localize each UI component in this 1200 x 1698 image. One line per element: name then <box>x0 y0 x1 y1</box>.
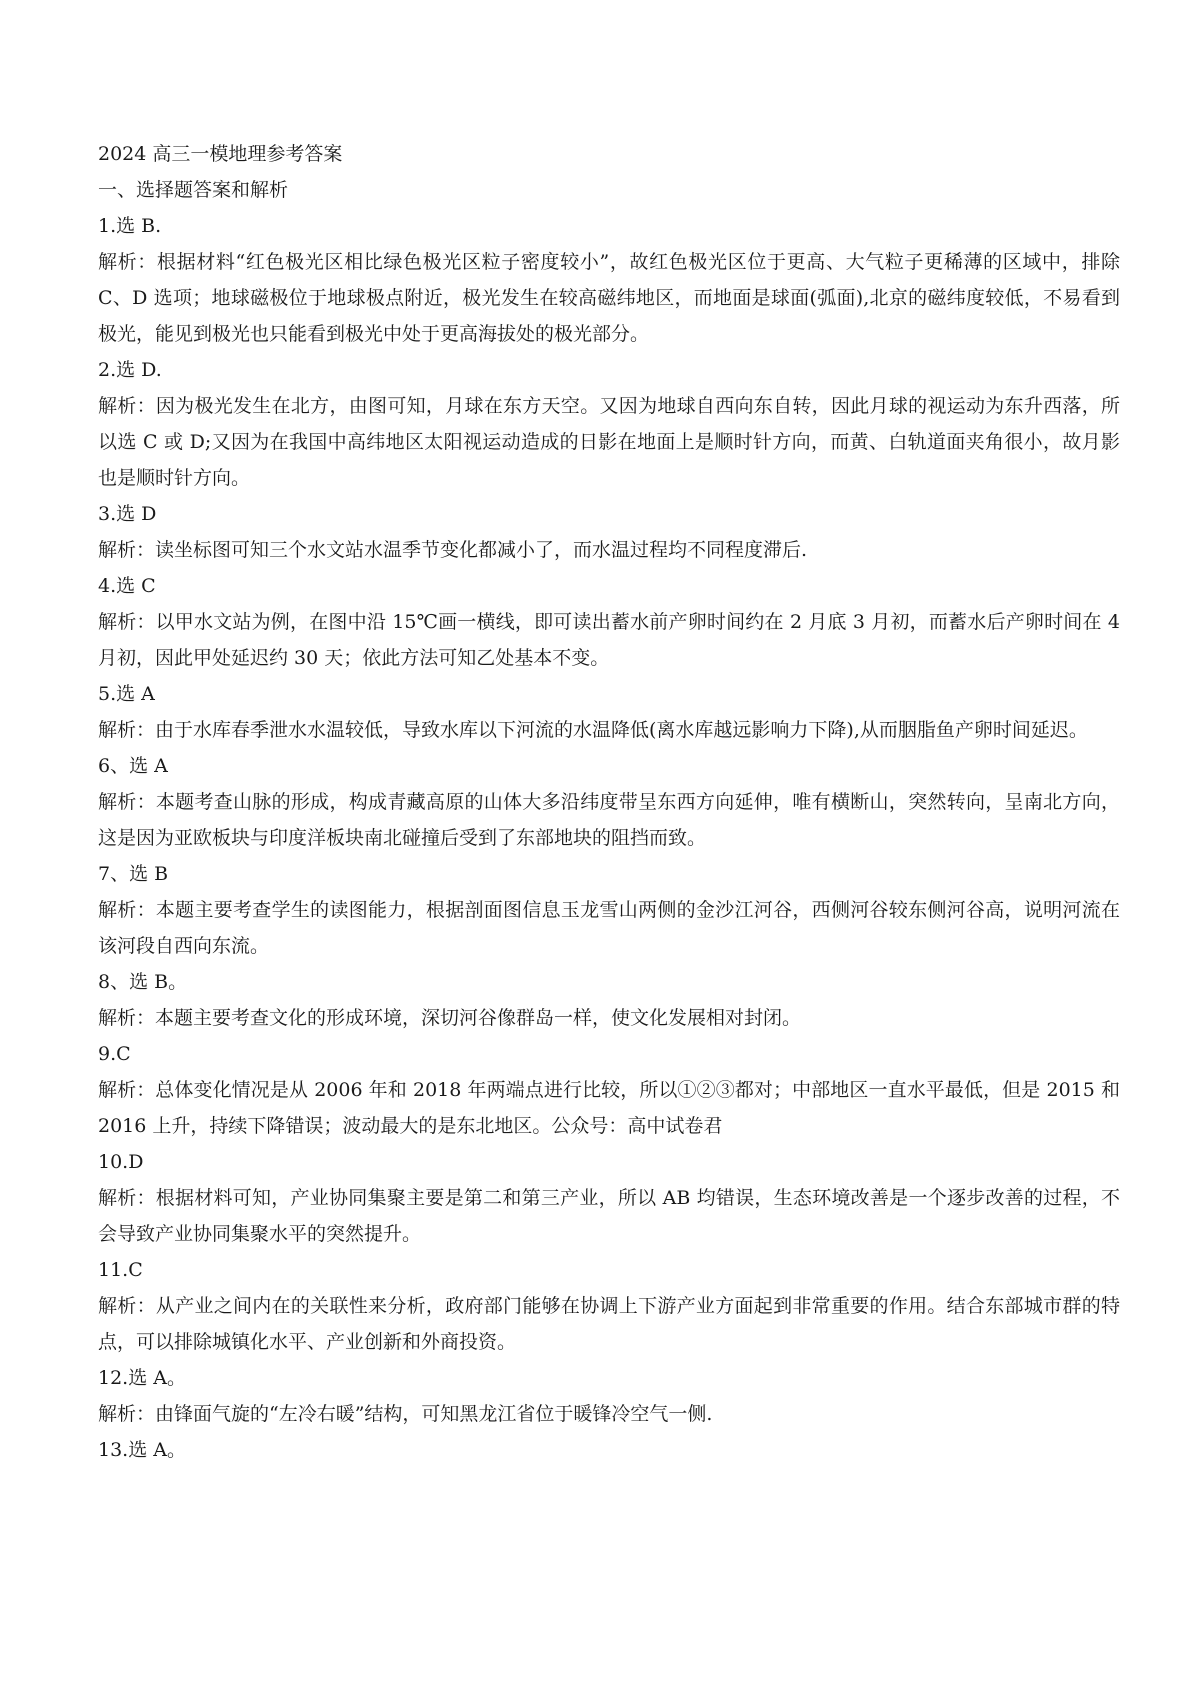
answer-label: 1.选 B. <box>98 215 162 237</box>
answer-label: 3.选 D <box>98 503 157 525</box>
section-heading: 一、选择题答案和解析 <box>98 179 289 201</box>
document-body <box>98 136 1127 1468</box>
answer-label: 5.选 A <box>98 683 155 705</box>
analysis-text: 解析：本题主要考查学生的读图能力，根据剖面图信息玉龙雪山两侧的金沙江河谷，西侧河谷较东侧河谷高，说明河流在该河段自西向东流。 <box>98 899 1120 957</box>
answer-item-9 <box>98 1036 1127 1144</box>
analysis-text: 解析：本题主要考查文化的形成环境，深切河谷像群岛一样，使文化发展相对封闭。 <box>98 1007 802 1029</box>
analysis-text: 解析：因为极光发生在北方，由图可知，月球在东方天空。又因为地球自西向东自转，因此月球的视运动为东升西落，所以选 C 或 D;又因为在我国中高纬地区太阳视运动造成的日影在地面上是顺时针方向，而黄、白轨道面夹角很小，故月影也是顺时针方向。 <box>98 395 1120 489</box>
answer-item-10 <box>98 1144 1120 1252</box>
answer-item-12 <box>98 1360 1120 1432</box>
analysis-text: 解析：读坐标图可知三个水文站水温季节变化都减小了，而水温过程均不同程度滞后. <box>98 539 808 561</box>
analysis-text: 解析：总体变化情况是从 2006 年和 2018 年两端点进行比较，所以①②③都对；中部地区一直水平最低，但是 2015 和 2016 上升，持续下降错误；波动最大的是东北地区。公众号：高中试卷君 <box>98 1079 1127 1137</box>
answer-item-7 <box>98 856 1120 964</box>
answer-item-6 <box>98 748 1120 856</box>
answer-label: 12.选 A。 <box>98 1367 186 1389</box>
answer-label: 8、选 B。 <box>98 971 188 993</box>
answer-label: 9.C <box>98 1043 131 1065</box>
answer-item-1 <box>98 208 1127 352</box>
answer-item-4 <box>98 568 1127 676</box>
answer-label: 13.选 A。 <box>98 1439 186 1461</box>
answer-item-2 <box>98 352 1120 496</box>
answer-item-8 <box>98 964 1120 1036</box>
answer-item-3 <box>98 496 1120 568</box>
answer-item-11 <box>98 1252 1120 1360</box>
analysis-text: 解析：由于水库春季泄水水温较低，导致水库以下河流的水温降低(离水库越远影响力下降),从而胭脂鱼产卵时间延迟。 <box>98 719 1088 741</box>
answer-label: 11.C <box>98 1259 143 1281</box>
answer-label: 4.选 C <box>98 575 156 597</box>
analysis-text: 解析：根据材料“红色极光区相比绿色极光区粒子密度较小”，故红色极光区位于更高、大气粒子更稀薄的区域中，排除 C、D 选项；地球磁极位于地球极点附近，极光发生在较高磁纬地区，而地面是球面(弧面),北京的磁纬度较低，不易看到极光，能见到极光也只能看到极光中处于更高海拔处的极光部分。 <box>98 251 1127 345</box>
answer-label: 6、选 A <box>98 755 168 777</box>
analysis-text: 解析：本题考查山脉的形成，构成青藏高原的山体大多沿纬度带呈东西方向延伸，唯有横断山，突然转向，呈南北方向，这是因为亚欧板块与印度洋板块南北碰撞后受到了东部地块的阻挡而致。 <box>98 791 1120 849</box>
answer-label: 7、选 B <box>98 863 169 885</box>
analysis-text: 解析：根据材料可知，产业协同集聚主要是第二和第三产业，所以 AB 均错误，生态环境改善是一个逐步改善的过程，不会导致产业协同集聚水平的突然提升。 <box>98 1187 1120 1245</box>
analysis-text: 解析：从产业之间内在的关联性来分析，政府部门能够在协调上下游产业方面起到非常重要的作用。结合东部城市群的特点，可以排除城镇化水平、产业创新和外商投资。 <box>98 1295 1120 1353</box>
analysis-text: 解析：以甲水文站为例，在图中沿 15℃画一横线，即可读出蓄水前产卵时间约在 2 月底 3 月初，而蓄水后产卵时间在 4 月初，因此甲处延迟约 30 天；依此方法可知乙处基本不变。 <box>98 611 1127 669</box>
answer-label: 10.D <box>98 1151 144 1173</box>
answer-label: 2.选 D. <box>98 359 162 381</box>
document-title: 2024 高三一模地理参考答案 <box>98 143 343 165</box>
answer-item-5 <box>98 676 1120 748</box>
analysis-text: 解析：由锋面气旋的“左冷右暖”结构，可知黑龙江省位于暖锋冷空气一侧. <box>98 1403 713 1425</box>
answer-item-13 <box>98 1432 1120 1468</box>
